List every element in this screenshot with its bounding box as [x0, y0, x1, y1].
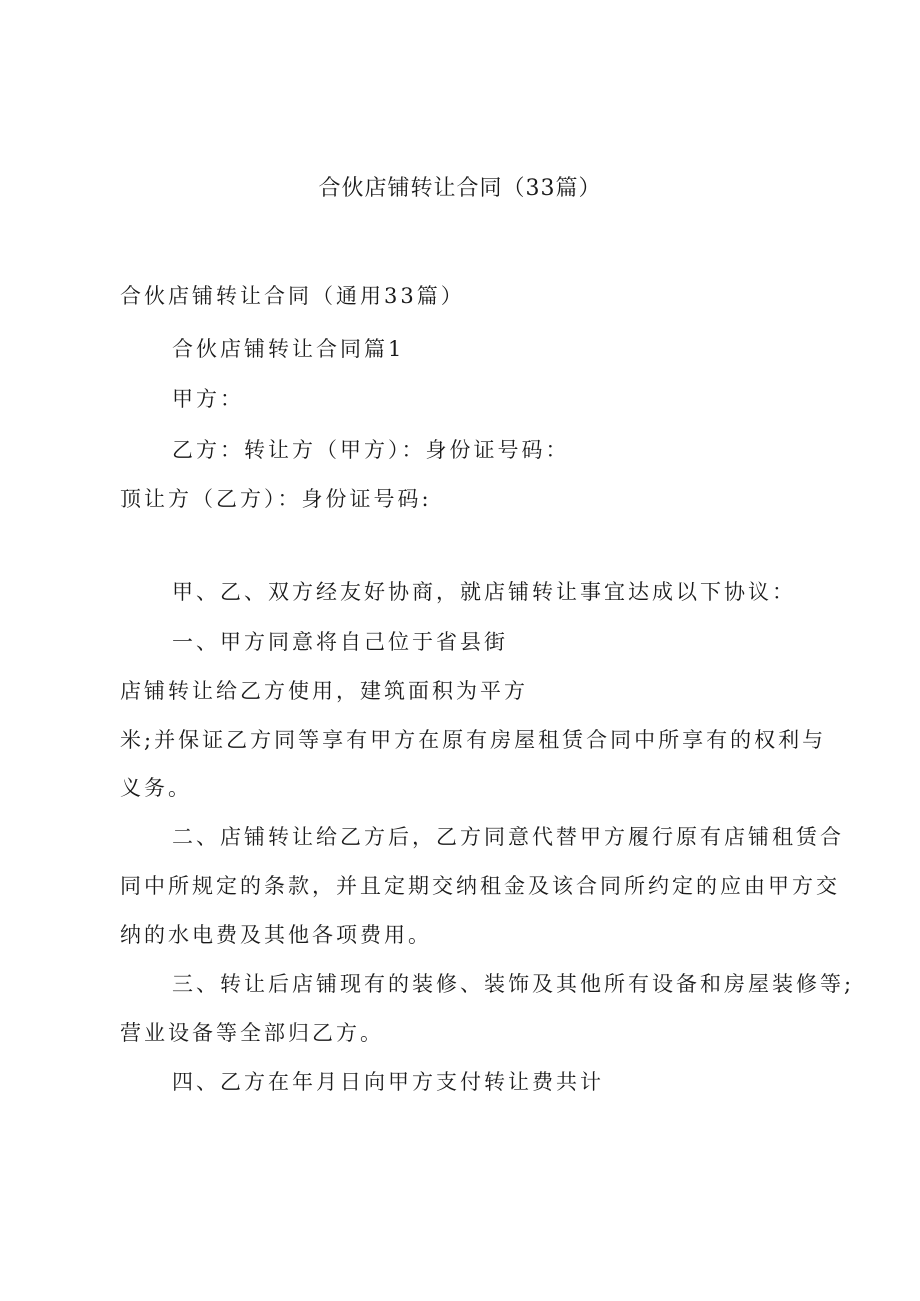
- subtitle-line: 合伙店铺转让合同（通用33篇）: [120, 284, 465, 308]
- clause-1-line-3: 米;并保证乙方同等享有甲方在原有房屋租赁合同中所享有的权利与: [120, 728, 827, 752]
- clause-2-line-3: 纳的水电费及其他各项费用。: [120, 923, 432, 947]
- agreement-intro: 甲、乙、双方经友好协商，就店铺转让事宜达成以下协议：: [172, 580, 796, 604]
- party-a-line: 甲方：: [172, 387, 244, 411]
- clause-3-line-1: 三、转让后店铺现有的装修、装饰及其他所有设备和房屋装修等;: [172, 972, 855, 996]
- clause-3-line-2: 营业设备等全部归乙方。: [120, 1021, 384, 1045]
- transferee-line: 顶让方（乙方）：身份证号码:: [120, 487, 432, 511]
- clause-1-line-2: 店铺转让给乙方使用，建筑面积为平方: [120, 679, 528, 703]
- clause-1-line-4: 义务。: [120, 776, 192, 800]
- section-heading: 合伙店铺转让合同篇1: [172, 337, 405, 361]
- document-title: 合伙店铺转让合同（33篇）: [318, 176, 602, 201]
- clause-2-line-1: 二、店铺转让给乙方后，乙方同意代替甲方履行原有店铺租赁合: [172, 825, 844, 849]
- party-b-line: 乙方：转让方（甲方）：身份证号码：: [172, 438, 570, 462]
- clause-4-line-1: 四、乙方在年月日向甲方支付转让费共计: [172, 1070, 604, 1094]
- clause-2-line-2: 同中所规定的条款，并且定期交纳租金及该合同所约定的应由甲方交: [120, 874, 840, 898]
- clause-1-line-1: 一、甲方同意将自己位于省县街: [172, 630, 508, 654]
